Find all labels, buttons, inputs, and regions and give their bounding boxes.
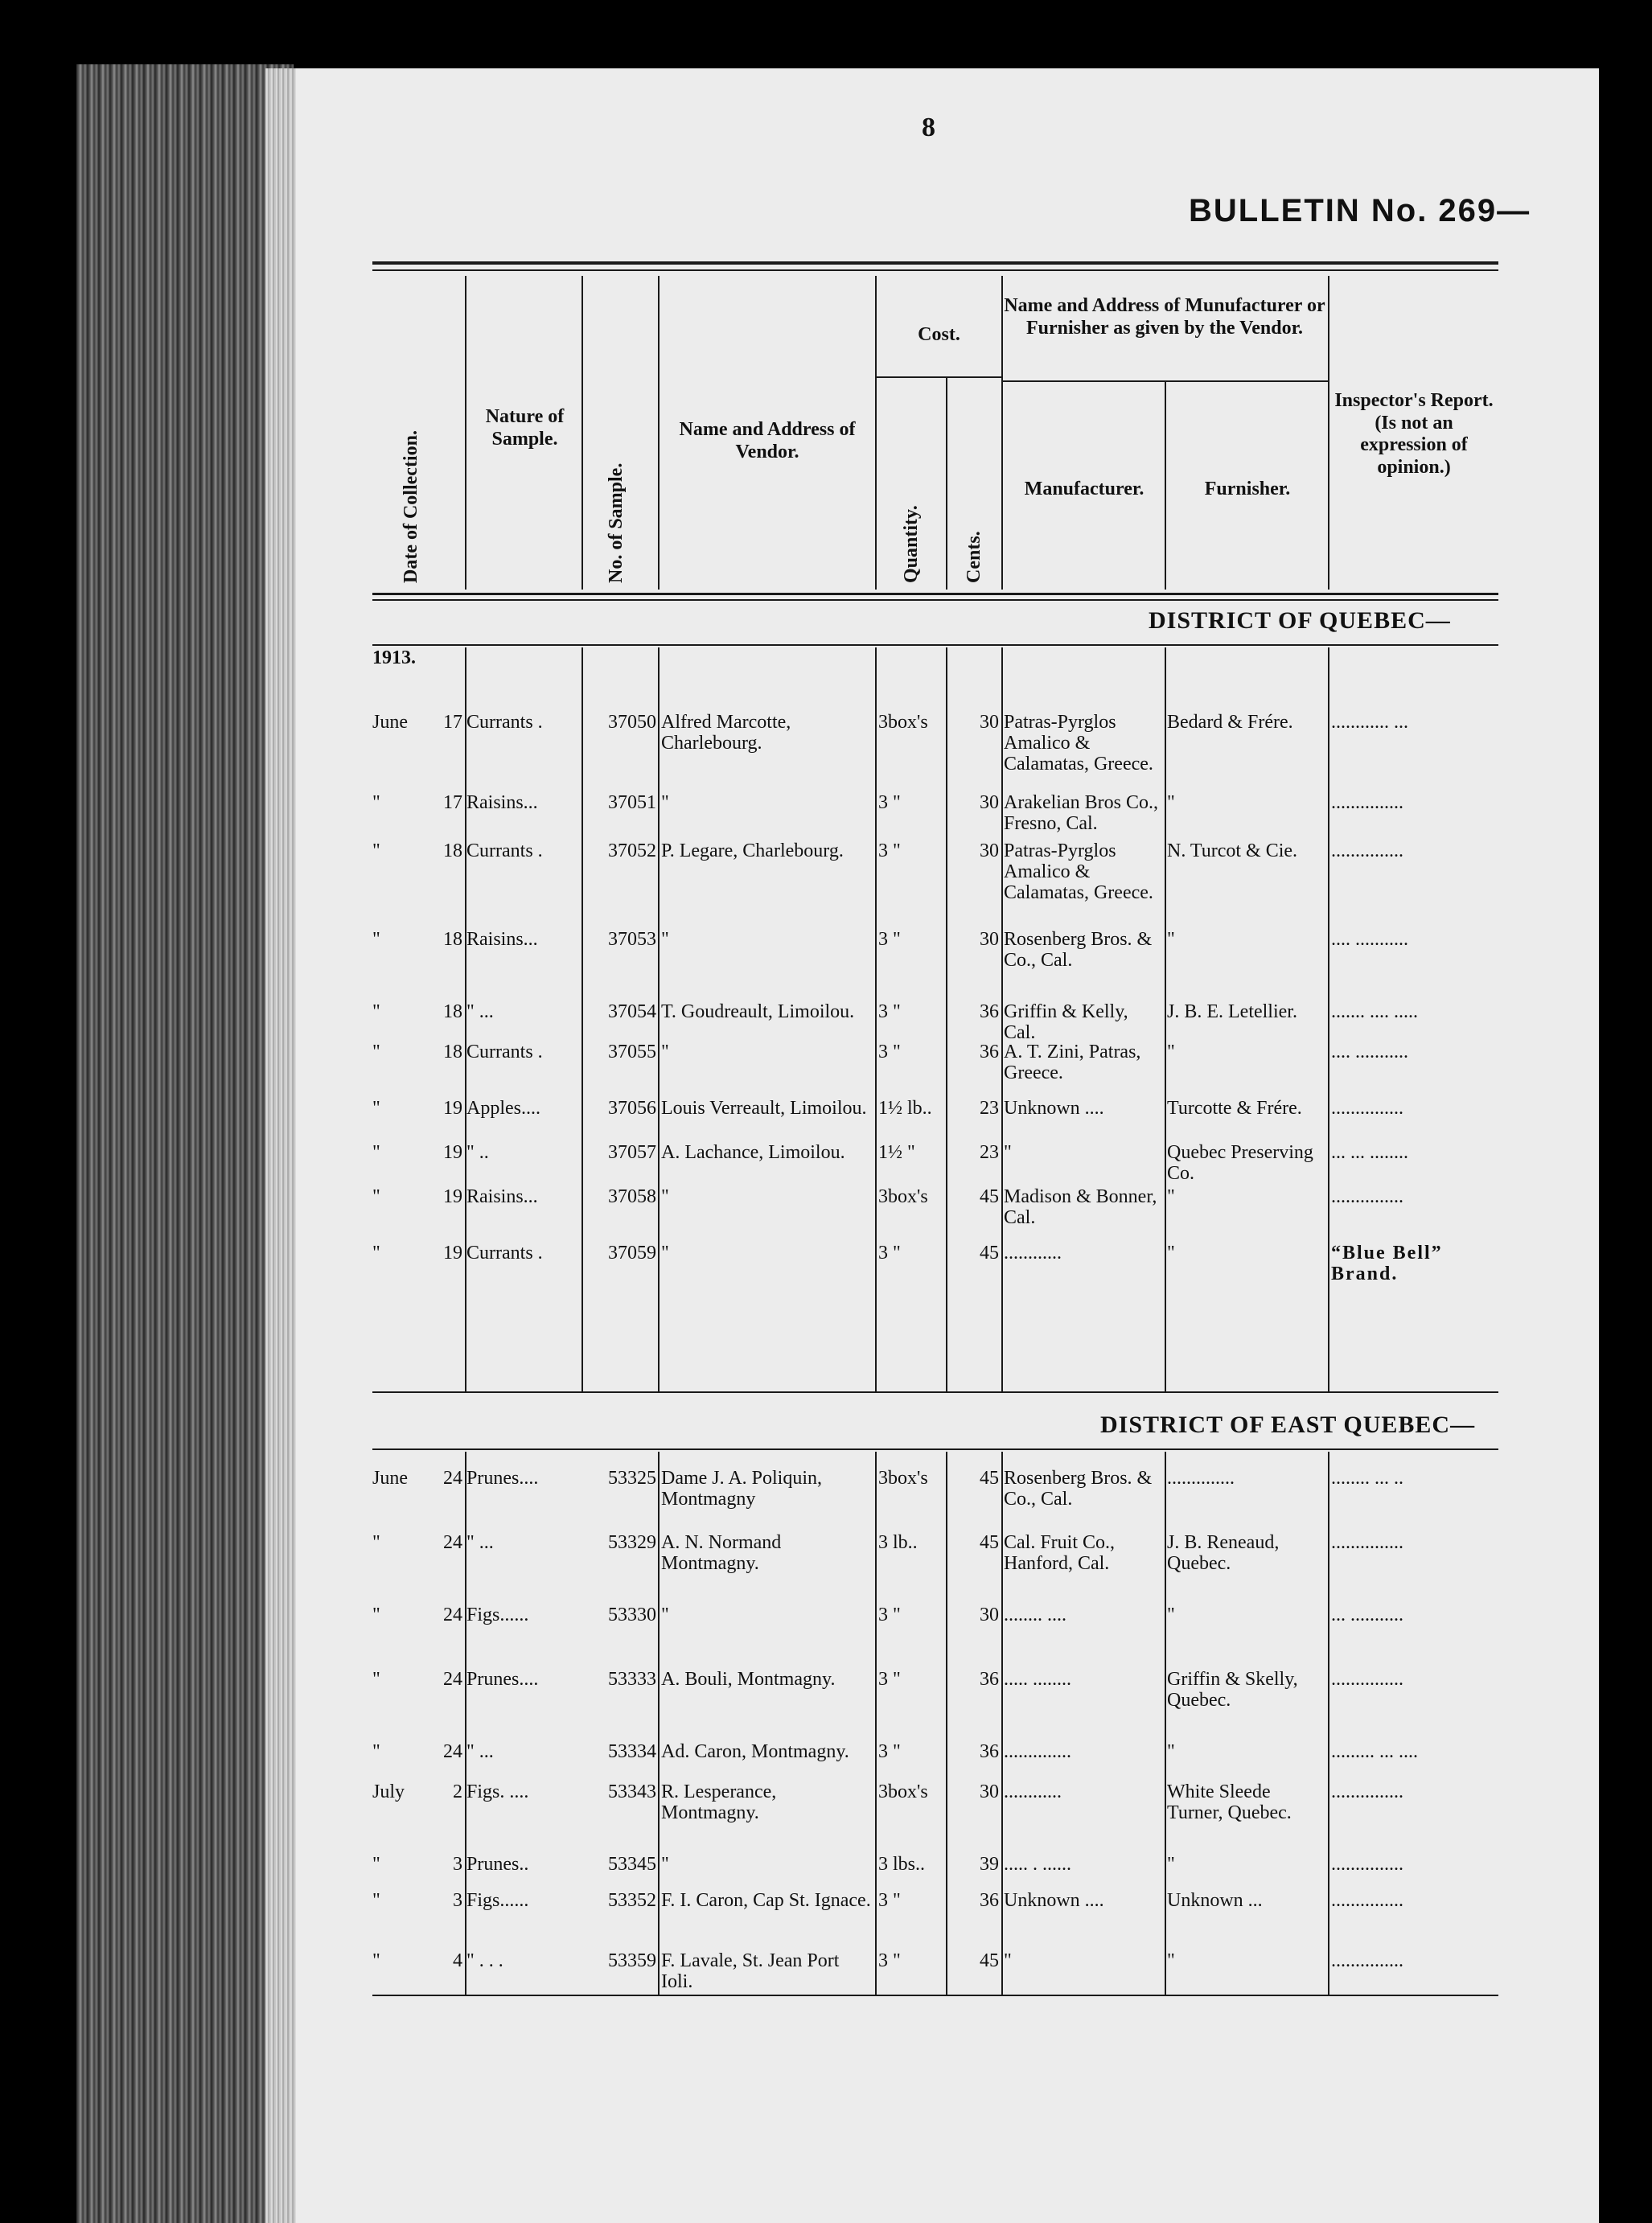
cell-day: 19 [443,1142,462,1163]
cell-qty: 3 " [878,1741,901,1762]
cell-manufacturer: ..... ........ [1004,1669,1071,1690]
col-rule [1165,647,1166,1391]
cell-nature: Currants . [466,1042,543,1062]
cell-day: 17 [443,712,462,733]
col-rule [1328,276,1329,590]
cell-report: ... ... ........ [1331,1142,1408,1163]
cell-qty: 3box's [878,1186,928,1207]
cell-report: ............... [1331,840,1403,861]
cell-report: ....... .... ..... [1331,1001,1418,1022]
header-bottom-rule-2 [372,599,1498,601]
cell-month: " [372,1142,380,1163]
cell-cents: 36 [980,1890,999,1911]
cell-number: 37059 [608,1243,656,1264]
cell-report: ............... [1331,1950,1403,1971]
cell-number: 37052 [608,840,656,861]
cell-qty: 1½ " [878,1142,915,1163]
cell-vendor: R. Lesperance, Montmagny. [661,1781,777,1823]
cell-vendor: " [661,929,669,950]
cell-qty: 3box's [878,1781,928,1802]
cell-vendor: A. Bouli, Montmagny. [661,1669,836,1690]
header-report: Inspector's Report. (Is not an expression of opinion.) [1334,390,1494,478]
cell-manufacturer: ........ .... [1004,1605,1066,1625]
cell-nature: " .. [466,1142,489,1163]
cell-month: June [372,1468,408,1489]
cell-report: ............... [1331,1669,1403,1690]
cell-furnisher: J. B. Reneaud, Quebec. [1167,1532,1280,1574]
col-rule [465,276,466,590]
cell-month: " [372,1186,380,1207]
cell-report: ............ ... [1331,712,1408,733]
cell-nature: Prunes.... [466,1669,539,1690]
cell-number: 37054 [608,1001,656,1022]
cell-furnisher: J. B. E. Letellier. [1167,1001,1297,1022]
cell-furnisher: " [1167,1042,1175,1062]
cell-furnisher: " [1167,1243,1175,1264]
cell-day: 18 [443,1001,462,1022]
cell-month: " [372,1741,380,1762]
col-rule [875,647,877,1391]
cell-manufacturer: " [1004,1142,1012,1163]
cell-furnisher: Quebec Preserving Co. [1167,1142,1313,1184]
cell-report: ............... [1331,1532,1403,1553]
section-bottom-rule [372,1391,1498,1393]
cell-nature: Raisins... [466,929,538,950]
cell-cents: 45 [980,1186,999,1207]
cell-nature: Prunes.. [466,1854,529,1875]
cell-vendor: Louis Verreault, Limoilou. [661,1098,867,1119]
cell-furnisher: Turcotte & Frére. [1167,1098,1302,1119]
cell-nature: Figs...... [466,1890,529,1911]
cell-report: ............... [1331,1854,1403,1875]
cell-vendor: " [661,792,669,813]
cell-day: 19 [443,1186,462,1207]
cell-day: 18 [443,929,462,950]
cell-cents: 39 [980,1854,999,1875]
col-rule [658,1452,660,1995]
cell-month: " [372,1605,380,1625]
page-edges [265,68,298,2223]
cell-cents: 45 [980,1950,999,1971]
cell-vendor: " [661,1243,669,1264]
cell-cents: 36 [980,1741,999,1762]
cell-number: 53329 [608,1532,656,1553]
col-rule [875,1452,877,1995]
col-rule [1001,276,1003,590]
cell-qty: 1½ lb.. [878,1098,932,1119]
cell-manufacturer: " [1004,1950,1012,1971]
cell-qty: 3box's [878,712,928,733]
cell-number: 37058 [608,1186,656,1207]
cell-month: June [372,712,408,733]
cell-manufacturer: .............. [1004,1741,1071,1762]
cell-number: 37057 [608,1142,656,1163]
cell-manufacturer: Rosenberg Bros. & Co., Cal. [1004,1468,1153,1510]
section-bottom-rule [372,1995,1498,1996]
cell-day: 24 [443,1605,462,1625]
col-rule [1001,647,1003,1391]
cell-manufacturer: ............ [1004,1781,1062,1802]
cell-qty: 3 " [878,1001,901,1022]
cell-report: ........ ... .. [1331,1468,1403,1489]
cell-number: 37050 [608,712,656,733]
year-label: 1913. [372,647,416,668]
cell-day: 19 [443,1098,462,1119]
document-page [296,68,1599,2223]
cell-vendor: " [661,1605,669,1625]
cell-month: " [372,1042,380,1062]
cell-manufacturer: A. T. Zini, Patras, Greece. [1004,1042,1141,1083]
cell-manufacturer: Unknown .... [1004,1890,1104,1911]
header-date: Date of Collection. [401,430,421,583]
cell-vendor: Alfred Marcotte, Charlebourg. [661,712,791,754]
header-furnisher: Furnisher. [1204,479,1291,499]
district-heading: DISTRICT OF QUEBEC— [1149,607,1451,634]
col-rule [1328,1452,1329,1995]
cell-day: 3 [453,1854,462,1875]
cell-qty: 3 " [878,792,901,813]
cell-report: ............... [1331,1098,1403,1119]
cell-month: " [372,1950,380,1971]
col-rule [658,647,660,1391]
cell-month: " [372,1001,380,1022]
cell-manufacturer: ............ [1004,1243,1062,1264]
cell-furnisher: " [1167,929,1175,950]
header-manufacturer-group: Name and Address of Munufacturer or Furnisher as given by the Vendor. [1004,295,1325,339]
cell-number: 37051 [608,792,656,813]
cell-cents: 36 [980,1669,999,1690]
cell-furnisher: Unknown ... [1167,1890,1263,1911]
cell-cents: 36 [980,1042,999,1062]
cell-nature: Figs. .... [466,1781,529,1802]
cell-qty: 3 " [878,1890,901,1911]
cell-cents: 30 [980,1781,999,1802]
cell-report: ............... [1331,1186,1403,1207]
cell-furnisher: Griffin & Skelly, Quebec. [1167,1669,1298,1711]
cell-nature: Raisins... [466,1186,538,1207]
cell-nature: Apples.... [466,1098,540,1119]
col-rule [581,647,583,1391]
cell-nature: Figs...... [466,1605,529,1625]
cell-month: " [372,1854,380,1875]
cell-manufacturer: Griffin & Kelly, Cal. [1004,1001,1128,1043]
cell-qty: 3 " [878,840,901,861]
page-number: 8 [922,113,935,142]
cell-month: " [372,1532,380,1553]
cell-vendor: Dame J. A. Poliquin, Montmagny [661,1468,823,1510]
cell-number: 53345 [608,1854,656,1875]
cell-furnisher: " [1167,1950,1175,1971]
cell-vendor: T. Goudreault, Limoilou. [661,1001,855,1022]
bulletin-title: BULLETIN No. 269— [1189,193,1531,228]
cell-cents: 30 [980,712,999,733]
cell-nature: Currants . [466,712,543,733]
district-rule [372,644,1498,646]
cell-report: ............... [1331,1781,1403,1802]
cell-vendor: " [661,1854,669,1875]
cell-qty: 3 " [878,1669,901,1690]
cell-cents: 45 [980,1468,999,1489]
cell-manufacturer: ..... . ...... [1004,1854,1071,1875]
cell-month: July [372,1781,405,1802]
cell-manufacturer: Unknown .... [1004,1098,1104,1119]
cell-qty: 3 " [878,1042,901,1062]
cell-month: " [372,1243,380,1264]
cell-report: .... ........... [1331,929,1408,950]
cell-number: 37053 [608,929,656,950]
cell-furnisher: Bedard & Frére. [1167,712,1293,733]
manufacturer-rule [1003,380,1328,382]
header-nature: Nature of Sample. [485,406,565,450]
cell-vendor: F. Lavale, St. Jean Port Ioli. [661,1950,840,1992]
col-rule [875,276,877,590]
cell-number: 53359 [608,1950,656,1971]
cell-manufacturer: Rosenberg Bros. & Co., Cal. [1004,929,1153,971]
cell-manufacturer: Madison & Bonner, Cal. [1004,1186,1157,1228]
cell-report: ......... ... .... [1331,1741,1418,1762]
cell-manufacturer: Arakelian Bros Co., Fresno, Cal. [1004,792,1158,834]
cell-cents: 23 [980,1098,999,1119]
cell-vendor: F. I. Caron, Cap St. Ignace. [661,1890,871,1911]
cell-month: " [372,1890,380,1911]
cell-vendor: A. Lachance, Limoilou. [661,1142,845,1163]
cell-day: 4 [453,1950,462,1971]
cell-nature: Prunes.... [466,1468,539,1489]
col-rule [1001,1452,1003,1995]
cell-report: ............... [1331,1890,1403,1911]
cell-qty: 3box's [878,1468,928,1489]
cell-day: 17 [443,792,462,813]
cell-number: 53334 [608,1741,656,1762]
cell-furnisher: " [1167,792,1175,813]
header-cents: Cents. [964,531,984,583]
cell-number: 53333 [608,1669,656,1690]
cell-furnisher: White Sleede Turner, Quebec. [1167,1781,1292,1823]
cell-furnisher: N. Turcot & Cie. [1167,840,1298,861]
cell-report: .... ........... [1331,1042,1408,1062]
cell-furnisher: .............. [1167,1468,1235,1489]
cell-number: 53325 [608,1468,656,1489]
cell-number: 53330 [608,1605,656,1625]
cell-cents: 45 [980,1243,999,1264]
cell-day: 3 [453,1890,462,1911]
cell-manufacturer: Patras-Pyrglos Amalico & Calamatas, Greece. [1004,840,1153,903]
cell-vendor: " [661,1042,669,1062]
cell-report: ............... [1331,792,1403,813]
cell-month: " [372,840,380,861]
col-rule [1328,647,1329,1391]
cell-furnisher: " [1167,1186,1175,1207]
cell-report: ... ........... [1331,1605,1403,1625]
cell-report: “Blue Bell” Brand. [1331,1243,1443,1284]
cell-manufacturer: Cal. Fruit Co., Hanford, Cal. [1004,1532,1116,1574]
cell-furnisher: " [1167,1854,1175,1875]
cell-day: 2 [453,1781,462,1802]
cost-rule [877,376,1001,378]
top-rule-2 [372,269,1498,271]
cell-nature: " ... [466,1001,494,1022]
cell-day: 24 [443,1741,462,1762]
cell-day: 19 [443,1243,462,1264]
cell-day: 24 [443,1669,462,1690]
cell-month: " [372,1098,380,1119]
cell-cents: 30 [980,792,999,813]
header-cost: Cost. [918,324,960,345]
cell-cents: 45 [980,1532,999,1553]
cell-furnisher: " [1167,1605,1175,1625]
cell-vendor: P. Legare, Charlebourg. [661,840,844,861]
cell-cents: 36 [980,1001,999,1022]
cell-day: 18 [443,840,462,861]
header-manufacturer: Manufacturer. [1024,479,1144,499]
cell-vendor: " [661,1186,669,1207]
cell-furnisher: " [1167,1741,1175,1762]
cell-vendor: Ad. Caron, Montmagny. [661,1741,849,1762]
cell-nature: Currants . [466,840,543,861]
cell-nature: " ... [466,1532,494,1553]
cell-qty: 3 " [878,1243,901,1264]
cell-day: 18 [443,1042,462,1062]
col-rule [1165,382,1166,590]
cell-day: 24 [443,1532,462,1553]
col-rule [581,276,583,590]
col-rule [946,378,947,590]
cell-nature: Currants . [466,1243,543,1264]
cell-cents: 30 [980,840,999,861]
cell-day: 24 [443,1468,462,1489]
cell-cents: 30 [980,929,999,950]
header-vendor: Name and Address of Vendor. [679,419,856,462]
cell-qty: 3 lb.. [878,1532,918,1553]
cell-month: " [372,1669,380,1690]
scan-book-spine [76,64,294,2223]
district-heading: DISTRICT OF EAST QUEBEC— [1100,1411,1476,1438]
cell-month: " [372,929,380,950]
cell-manufacturer: Patras-Pyrglos Amalico & Calamatas, Greece. [1004,712,1153,775]
cell-qty: 3 " [878,1950,901,1971]
header-quantity: Quantity. [901,505,922,583]
cell-month: " [372,792,380,813]
cell-number: 37056 [608,1098,656,1119]
cell-cents: 23 [980,1142,999,1163]
cell-nature: " ... [466,1741,494,1762]
cell-nature: Raisins... [466,792,538,813]
header-bottom-rule [372,593,1498,595]
cell-vendor: A. N. Normand Montmagny. [661,1532,782,1574]
cell-nature: " . . . [466,1950,503,1971]
cell-number: 53352 [608,1890,656,1911]
header-number: No. of Sample. [606,462,627,583]
cell-qty: 3 lbs.. [878,1854,926,1875]
district-rule [372,1448,1498,1450]
cell-qty: 3 " [878,929,901,950]
cell-qty: 3 " [878,1605,901,1625]
cell-number: 37055 [608,1042,656,1062]
cell-cents: 30 [980,1605,999,1625]
col-rule [1165,1452,1166,1995]
cell-number: 53343 [608,1781,656,1802]
top-rule [372,261,1498,265]
